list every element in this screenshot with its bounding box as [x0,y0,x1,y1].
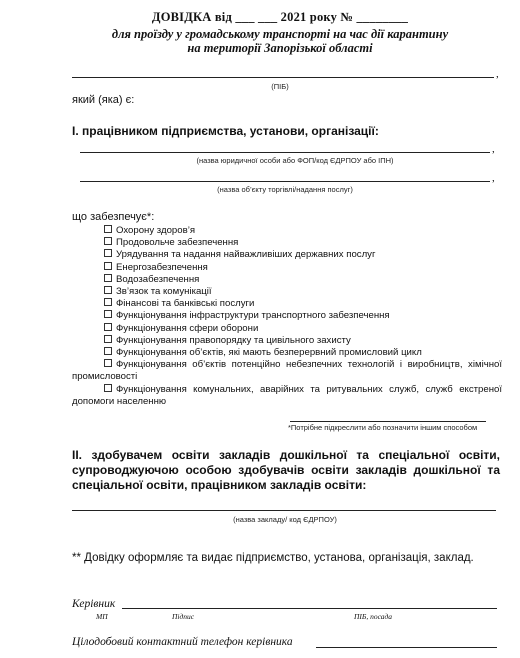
name-position-caption: ПІБ, посада [354,612,393,621]
sign-caption: Підпис [172,612,195,621]
list-item[interactable]: Урядування та надання найважливіших державних послуг [72,249,502,261]
checkbox-icon[interactable] [104,286,112,294]
list-item[interactable]: Функціонування інфраструктури транспортного забезпечення [72,310,502,322]
organization-comma: , [492,143,495,155]
pib-caption: (ПІБ) [271,82,289,91]
trade-object-comma: , [492,172,495,184]
checkbox-icon[interactable] [104,323,112,331]
list-item[interactable]: Функціонування об’єктів, які мають безперервний промисловий цикл [72,347,502,359]
issuance-note: ** Довідку оформляє та видає підприємство, установа, організація, заклад. [72,552,474,564]
section2-heading: ІІ. здобувачем освіти закладів дошкільної та спеціальної освіти, супроводжуючою особою здобувачів освіти закладів дошкільної та спеціальної освіти, працівником закладів освіти: [72,448,500,492]
list-item[interactable]: Фінансові та банківські послуги [72,298,502,310]
pib-comma: , [496,68,499,80]
checkbox-icon[interactable] [104,237,112,245]
checkbox-icon[interactable] [104,310,112,318]
list-item[interactable]: Водозабезпечення [72,274,502,286]
checkbox-icon[interactable] [104,262,112,270]
checkbox-icon[interactable] [104,298,112,306]
trade-object-caption: (назва об’єкту торгівлі/надання послуг) [217,185,353,194]
phone-label: Цілодобовий контактний телефон керівника [72,636,293,648]
institution-caption: (назва закладу/ код ЄДРПОУ) [233,515,337,524]
checkbox-icon[interactable] [104,225,112,233]
checkbox-icon[interactable] [104,347,112,355]
checkbox-icon[interactable] [104,359,112,367]
list-item[interactable]: Енергозабезпечення [72,262,502,274]
signature-field[interactable] [122,608,497,609]
checkbox-icon[interactable] [104,274,112,282]
checkbox-icon[interactable] [104,384,112,392]
person-label: який (яка) є: [72,94,135,106]
list-item[interactable]: Функціонування правопорядку та цивільного захисту [72,335,502,347]
footnote-rule [290,421,486,422]
list-item[interactable]: Функціонування об’єктів потенційно небезпечних технологій і виробництв, хімічної промисловості [72,359,502,383]
checkbox-icon[interactable] [104,249,112,257]
stamp-caption: МП [96,612,108,621]
services-checklist [72,225,502,408]
organization-caption: (назва юридичної особи або ФОП/код ЄДРПОУ або ІПН) [196,156,394,165]
document-title: ДОВІДКА від ___ ___ 2021 року № ________ [151,10,409,24]
provides-label: що забезпечує*: [72,211,155,223]
document-region: на території Запорізької області [187,41,373,55]
list-item[interactable]: Функціонування сфери оборони [72,323,502,335]
footnote: *Потрібне підкреслити або позначити іншим способом [288,423,478,432]
section1-heading: І. працівником підприємства, установи, організації: [72,124,379,138]
document-subtitle: для проїзду у громадському транспорті на час дії карантину [111,27,449,41]
signature-label: Керівник [72,598,116,610]
trade-object-field[interactable] [80,181,490,182]
organization-field[interactable] [80,152,490,153]
pib-field[interactable] [72,77,494,78]
list-item[interactable]: Функціонування комунальних, аварійних та ритувальних служб, служб екстреної допомоги населенню [72,383,502,407]
institution-field[interactable] [72,510,496,511]
list-item[interactable]: Охорону здоров’я [72,225,502,237]
list-item[interactable]: Зв’язок та комунікації [72,286,502,298]
phone-field[interactable] [316,647,497,648]
list-item[interactable]: Продовольче забезпечення [72,237,502,249]
checkbox-icon[interactable] [104,335,112,343]
